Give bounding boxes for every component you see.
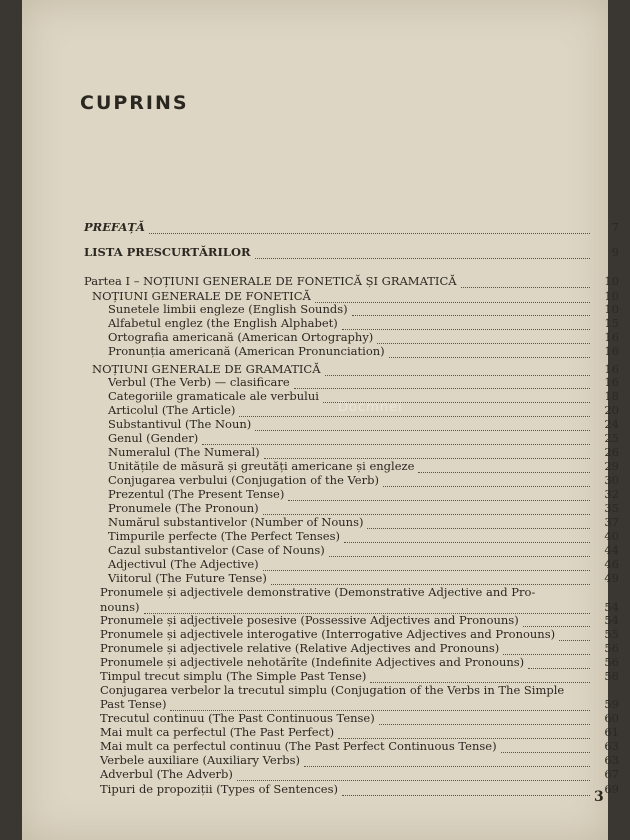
dot-leader (523, 616, 590, 627)
toc-entry-title: Substantivul (The Noun) (108, 417, 252, 431)
toc-page-number: 25 (604, 431, 619, 445)
dot-leader (383, 476, 590, 487)
toc-entry-title: Partea I – NOȚIUNI GENERALE DE FONETICĂ ȘI GRAMATICĂ (84, 274, 457, 288)
toc-page-number: 60 (604, 711, 619, 725)
toc-entry (108, 543, 590, 557)
toc-page-number: 32 (604, 487, 619, 501)
dot-leader (370, 672, 590, 683)
toc-page-number: 10 (604, 302, 619, 316)
dot-leader (294, 378, 590, 389)
toc-entry (100, 655, 590, 669)
toc-page-number: 59 (604, 697, 619, 711)
toc-entry (108, 473, 590, 487)
dot-leader (389, 347, 590, 358)
toc-entry (100, 711, 590, 725)
toc-entry-title: Genul (Gender) (108, 431, 199, 445)
dot-leader (304, 756, 590, 767)
toc-entry (100, 669, 590, 683)
toc-entry-title: Numeralul (The Numeral) (108, 445, 260, 459)
toc-page-number: 49 (604, 571, 619, 585)
toc-entry (108, 375, 590, 389)
toc-entry-title: Conjugarea verbului (Conjugation of the Verb) (108, 473, 379, 487)
toc-entry (108, 431, 590, 445)
toc-page-number: 20 (604, 403, 619, 417)
toc-entry (100, 697, 590, 711)
toc-entry-title: Prezentul (The Present Tense) (108, 487, 285, 501)
toc-entry (100, 725, 590, 739)
toc-entry-title: Pronumele și adjectivele nehotărîte (Indefinite Adjectives and Pronouns) (100, 655, 525, 669)
toc-entry (108, 557, 590, 571)
toc-entry-title: Numărul substantivelor (Number of Nouns) (108, 515, 364, 529)
toc-page-number: 16 (604, 330, 619, 344)
toc-entry-title: Pronumele și adjectivele posesive (Possessive Adjectives and Pronouns) (100, 613, 519, 627)
toc-entry (100, 767, 590, 781)
toc-page-number: 35 (604, 501, 619, 515)
toc-page-number: 55 (604, 627, 619, 641)
dot-leader (503, 644, 590, 655)
toc-entry (108, 515, 590, 529)
dot-leader (329, 546, 590, 557)
toc-page-number: 54 (604, 600, 619, 614)
toc-page-number: 63 (604, 739, 619, 753)
toc-entry (100, 753, 590, 767)
toc-entry (100, 683, 564, 697)
toc-page-number: 24 (604, 417, 619, 431)
toc-entry-title: Pronumele și adjectivele demonstrative (Demonstrative Adjective and Pro- (100, 585, 536, 599)
toc-entry (108, 403, 590, 417)
toc-entry-title: Conjugarea verbelor la trecutul simplu (Conjugation of the Verbs in The Simple (100, 683, 565, 697)
toc-entry-title: Categoriile gramaticale ale verbului (108, 389, 319, 403)
dot-leader (237, 770, 590, 781)
toc-entry-title: Mai mult ca perfectul (The Past Perfect) (100, 725, 335, 739)
toc-entry-title: Unitățile de măsură și greutăți americane și engleze (108, 459, 415, 473)
toc-page-number: 26 (604, 445, 619, 459)
page-number: 3 (594, 789, 604, 805)
toc-entry-title: Pronunția americană (American Pronunciation) (108, 344, 385, 358)
dot-leader (263, 504, 590, 515)
dot-leader (271, 574, 590, 585)
toc-page-number: 40 (604, 529, 619, 543)
toc-entry-title: Tipuri de propoziții (Types of Sentences) (100, 782, 338, 796)
dot-leader (352, 305, 590, 316)
dot-leader (255, 420, 590, 431)
toc-entry-title: Mai mult ca perfectul continuu (The Past Perfect Continuous Tense) (100, 739, 497, 753)
toc-entry (108, 302, 590, 316)
watermark: Docmnei (338, 400, 403, 415)
toc-entry (100, 585, 535, 599)
toc-entry (100, 641, 590, 655)
toc-entry (84, 245, 590, 259)
toc-entry-title: Timpurile perfecte (The Perfect Tenses) (108, 529, 340, 543)
dot-leader (338, 728, 590, 739)
toc-page-number: 10 (604, 274, 619, 288)
toc-entry-title: Verbul (The Verb) — clasificare (108, 375, 290, 389)
toc-page-number: 56 (604, 641, 619, 655)
toc-entry-title: LISTA PRESCURTĂRILOR (84, 245, 251, 259)
toc-page-number: 16 (604, 344, 619, 358)
toc-page-number: 44 (604, 543, 619, 557)
toc-entry-title: Past Tense) (100, 697, 167, 711)
dot-leader (344, 532, 590, 543)
dot-leader (263, 560, 590, 571)
dot-leader (559, 630, 590, 641)
toc-entry-title: NOȚIUNI GENERALE DE FONETICĂ (92, 289, 311, 303)
toc-page-number: 56 (604, 655, 619, 669)
toc-entry (108, 330, 590, 344)
toc-entry (100, 627, 590, 641)
toc-entry (100, 613, 590, 627)
dot-leader (377, 333, 590, 344)
toc-entry-title: Sunetele limbii engleze (English Sounds) (108, 302, 348, 316)
toc-page-number: 46 (604, 557, 619, 571)
toc-entry (108, 445, 590, 459)
toc-entry-title: Cazul substantivelor (Case of Nouns) (108, 543, 325, 557)
toc-entry (100, 600, 590, 614)
dot-leader (501, 742, 590, 753)
toc-entry (84, 220, 590, 234)
toc-page-number: 61 (604, 725, 619, 739)
dot-leader (255, 248, 590, 259)
toc-page-number: 16 (604, 375, 619, 389)
toc-entry-title: Pronumele și adjectivele interogative (Interrogative Adjectives and Pronouns) (100, 627, 556, 641)
toc-entry-title: Adverbul (The Adverb) (100, 767, 233, 781)
book-page (22, 0, 619, 840)
page-title: CUPRINS (80, 92, 189, 114)
dot-leader (264, 448, 590, 459)
toc-entry-title: Viitorul (The Future Tense) (108, 571, 267, 585)
dot-leader (149, 223, 590, 234)
toc-entry (108, 344, 590, 358)
toc-entry (108, 529, 590, 543)
toc-entry (108, 571, 590, 585)
toc-page-number: 29 (604, 459, 619, 473)
toc-entry-title: NOȚIUNI GENERALE DE GRAMATICĂ (92, 362, 321, 376)
toc-entry (92, 362, 590, 376)
toc-page-number: 58 (604, 669, 619, 683)
toc-entry (108, 316, 590, 330)
dot-leader (342, 785, 590, 796)
toc-entry (100, 739, 590, 753)
dot-leader (367, 518, 590, 529)
toc-entry-title: Ortografia americană (American Ortography) (108, 330, 374, 344)
dot-leader (528, 658, 590, 669)
dot-leader (170, 700, 590, 711)
toc-entry-title: Timpul trecut simplu (The Simple Past Tense) (100, 669, 367, 683)
toc-entry-title: Alfabetul englez (the English Alphabet) (108, 316, 338, 330)
toc-page-number: 15 (604, 316, 619, 330)
toc-entry (108, 487, 590, 501)
toc-page-number: 10 (604, 289, 619, 303)
toc-page-number: 30 (604, 473, 619, 487)
toc-entry-title: nouns) (100, 600, 140, 614)
toc-page-number: 16 (604, 362, 619, 376)
dot-leader (379, 714, 590, 725)
toc-page-number: 7 (611, 220, 619, 234)
toc-page-number: 9 (611, 245, 619, 259)
toc-page-number: 37 (604, 515, 619, 529)
toc-entry-title: Pronumele (The Pronoun) (108, 501, 259, 515)
toc-page-number: 67 (604, 767, 619, 781)
dot-leader (323, 392, 590, 403)
toc-entry-title: Verbele auxiliare (Auxiliary Verbs) (100, 753, 300, 767)
toc-entry-title: Pronumele și adjectivele relative (Relative Adjectives and Pronouns) (100, 641, 500, 655)
toc-entry (92, 289, 590, 303)
toc-entry (108, 389, 590, 403)
toc-entry (100, 782, 590, 796)
dot-leader (202, 434, 590, 445)
toc-page-number: 63 (604, 753, 619, 767)
toc-page-number: 69 (604, 782, 619, 796)
dot-leader (239, 406, 590, 417)
toc-entry-title: Adjectivul (The Adjective) (108, 557, 259, 571)
dot-leader (342, 319, 590, 330)
toc-entry-title: Trecutul continuu (The Past Continuous Tense) (100, 711, 375, 725)
toc-entry-title: PREFAȚĂ (84, 220, 145, 234)
dot-leader (461, 277, 590, 288)
dot-leader (288, 490, 590, 501)
toc-entry (84, 274, 590, 288)
toc-entry (108, 459, 590, 473)
toc-page-number: 18 (604, 389, 619, 403)
dot-leader (418, 462, 590, 473)
toc-entry-title: Articolul (The Article) (108, 403, 236, 417)
toc-entry (108, 417, 590, 431)
toc-page-number: 54 (604, 613, 619, 627)
toc-entry (108, 501, 590, 515)
